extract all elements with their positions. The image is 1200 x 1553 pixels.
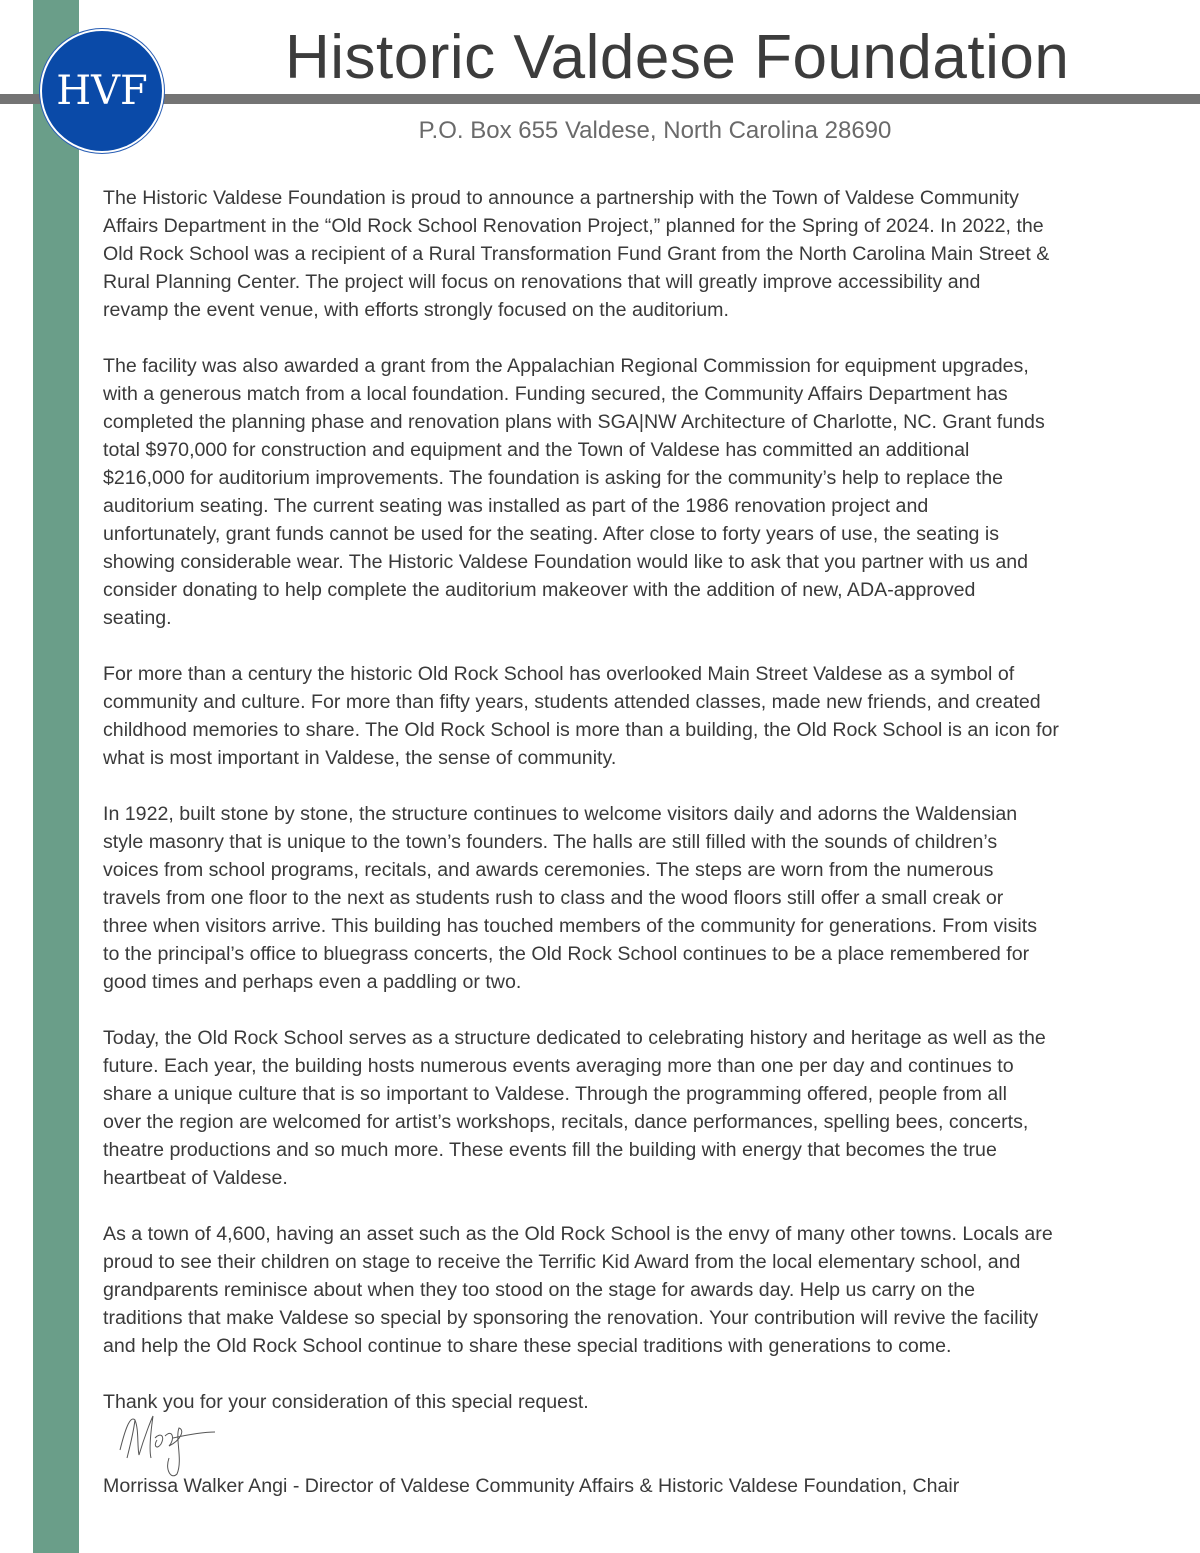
- paragraph-line: Old Rock School was a recipient of a Rural Transformation Fund Grant from the North Carolina Main Street &: [103, 243, 1050, 265]
- logo-text: HVF: [56, 68, 148, 114]
- paragraph-line: seating.: [103, 607, 172, 629]
- paragraph-line: showing considerable wear. The Historic Valdese Foundation would like to ask that you partner with us and: [103, 551, 1029, 573]
- paragraph-line: unfortunately, grant funds cannot be used for the seating. After close to forty years of use, the seating is: [103, 523, 1000, 545]
- paragraph-gap: [103, 632, 1059, 660]
- address: P.O. Box 655 Valdese, North Carolina 28690: [418, 117, 892, 144]
- signature-name: Morrissa Walker Angi - Director of Valdese Community Affairs & Historic Valdese Foundation, Chair: [103, 1475, 960, 1497]
- paragraph-line: travels from one floor to the next as students rush to class and the wood floors still offer a small creak or: [103, 887, 1004, 909]
- paragraph-line: traditions that make Valdese so special by sponsoring the renovation. Your contribution will revive the facility: [103, 1307, 1039, 1329]
- paragraph-line: share a unique culture that is so important to Valdese. Through the programming offered, people from all: [103, 1083, 1008, 1105]
- paragraph-line: Today, the Old Rock School serves as a structure dedicated to celebrating history and heritage as well as the: [103, 1027, 1046, 1049]
- paragraph-line: voices from school programs, recitals, and awards ceremonies. The steps are worn from the numerous: [103, 859, 994, 881]
- paragraph-line: Affairs Department in the “Old Rock School Renovation Project,” planned for the Spring of 2024. In 2022, the: [103, 215, 1044, 237]
- paragraph-gap: [103, 1360, 1059, 1388]
- paragraph-line: with a generous match from a local foundation. Funding secured, the Community Affairs Department has: [103, 383, 1008, 405]
- paragraph-line: As a town of 4,600, having an asset such as the Old Rock School is the envy of many other towns. Locals are: [103, 1223, 1053, 1245]
- signature-space: [103, 1444, 1059, 1472]
- paragraph-line: For more than a century the historic Old Rock School has overlooked Main Street Valdese as a symbol of: [103, 663, 1015, 685]
- paragraph-line: revamp the event venue, with efforts strongly focused on the auditorium.: [103, 299, 729, 321]
- paragraph-line: style masonry that is unique to the town’s founders. The halls are still filled with the sounds of children’s: [103, 831, 998, 853]
- paragraph-line: three when visitors arrive. This building has touched members of the community for generations. From visits: [103, 915, 1038, 937]
- paragraph-line: auditorium seating. The current seating was installed as part of the 1986 renovation project and: [103, 495, 929, 517]
- header-rule: [0, 94, 1200, 104]
- paragraph-line: completed the planning phase and renovation plans with SGA|NW Architecture of Charlotte, NC. Grant funds: [103, 411, 1045, 433]
- letter-body: [103, 184, 1059, 1500]
- paragraph-line: Rural Planning Center. The project will focus on renovations that will greatly improve accessibility and: [103, 271, 981, 293]
- paragraph-line: over the region are welcomed for artist’s workshops, recitals, dance performances, spelling bees, concerts,: [103, 1111, 1029, 1133]
- paragraph-line: good times and perhaps even a paddling or two.: [103, 971, 522, 993]
- paragraph-line: childhood memories to share. The Old Rock School is more than a building, the Old Rock School is an icon for: [103, 719, 1059, 741]
- paragraph-line: future. Each year, the building hosts numerous events averaging more than one per day and continues to: [103, 1055, 1014, 1077]
- signature-image: [115, 1410, 225, 1480]
- paragraph-line: to the principal’s office to bluegrass concerts, the Old Rock School continues to be a place remembered for: [103, 943, 1030, 965]
- paragraph-gap: [103, 772, 1059, 800]
- paragraph-line: theatre productions and so much more. These events fill the building with energy that becomes the true: [103, 1139, 997, 1161]
- paragraph-gap: [103, 1192, 1059, 1220]
- paragraph-line: The Historic Valdese Foundation is proud to announce a partnership with the Town of Valdese Community: [103, 187, 1019, 209]
- paragraph-gap: [103, 996, 1059, 1024]
- paragraph-line: proud to see their children on stage to receive the Terrific Kid Award from the local elementary school, and: [103, 1251, 1021, 1273]
- paragraph-line: $216,000 for auditorium improvements. The foundation is asking for the community’s help to replace the: [103, 467, 1004, 489]
- paragraph-line: The facility was also awarded a grant from the Appalachian Regional Commission for equipment upgrades,: [103, 355, 1029, 377]
- paragraph-line: consider donating to help complete the auditorium makeover with the addition of new, ADA-approved: [103, 579, 976, 601]
- paragraph-line: heartbeat of Valdese.: [103, 1167, 288, 1189]
- paragraph-line: In 1922, built stone by stone, the structure continues to welcome visitors daily and adorns the Waldensian: [103, 803, 1018, 825]
- paragraph-line: grandparents reminisce about when they too stood on the stage for awards day. Help us carry on the: [103, 1279, 976, 1301]
- paragraph-gap: [103, 1416, 1059, 1444]
- side-stripe: [33, 0, 79, 1553]
- paragraph-line: community and culture. For more than fifty years, students attended classes, made new friends, and created: [103, 691, 1041, 713]
- paragraph-line: what is most important in Valdese, the sense of community.: [103, 747, 617, 769]
- paragraph-line: Thank you for your consideration of this special request.: [103, 1391, 589, 1413]
- paragraph-line: total $970,000 for construction and equipment and the Town of Valdese has committed an additional: [103, 439, 970, 461]
- paragraph-gap: [103, 324, 1059, 352]
- paragraph-line: and help the Old Rock School continue to share these special traditions with generations to come.: [103, 1335, 952, 1357]
- page-title: Historic Valdese Foundation: [285, 23, 1070, 92]
